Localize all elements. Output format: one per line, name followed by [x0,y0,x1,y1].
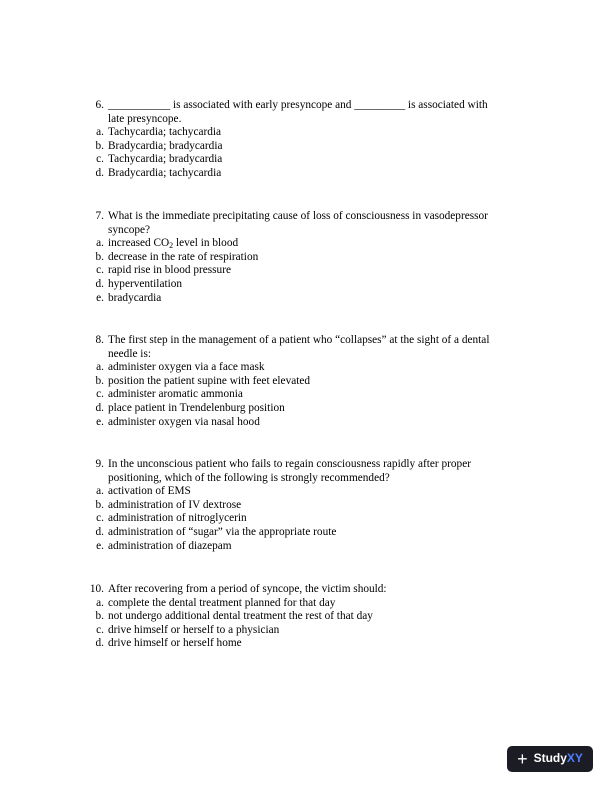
answer-option: d. drive himself or herself home [95,637,242,650]
question-7 [88,210,528,305]
question-stem-continued: syncope? [108,223,151,236]
question-6 [88,99,528,181]
question-number: 10. [89,583,104,595]
answer-option: a. activation of EMS [96,485,191,498]
answer-option: b. decrease in the rate of respiration [95,250,259,263]
question-number: 8. [95,334,104,346]
question-9 [88,458,528,553]
question-stem: ___________ is associated with early presyncope and _________ is associated with [108,99,488,111]
question-stem-continued: late presyncope. [108,112,182,125]
answer-option: e. administer oxygen via nasal hood [96,415,260,428]
answer-option: d. administration of “sugar” via the appropriate route [95,525,337,538]
answer-option: c. administration of nitroglycerin [96,512,247,525]
answer-option: b. not undergo additional dental treatment the rest of that day [95,610,373,623]
question-10 [88,583,528,651]
answer-option: b. Bradycardia; bradycardia [95,139,223,152]
answer-option: d. Bradycardia; tachycardia [95,166,222,179]
answer-option: a. complete the dental treatment planned for that day [96,596,336,609]
answer-option: b. position the patient supine with feet elevated [95,374,311,387]
question-number: 7. [95,210,104,222]
answer-option: a. increased $CO_2$ level in blood [96,237,239,251]
plus-icon: + [517,749,528,769]
answer-option: d. place patient in Trendelenburg position [95,401,285,414]
answer-option: c. rapid rise in blood pressure [96,264,231,277]
question-stem-continued: needle is: [108,347,151,360]
question-stem-continued: positioning, which of the following is strongly recommended? [108,471,390,484]
logo-text: StudyXY [533,751,583,766]
question-stem: After recovering from a period of syncope, the victim should: [108,583,387,595]
question-number: 9. [95,458,104,470]
answer-option: b. administration of IV dextrose [95,498,242,511]
question-8 [88,334,528,429]
answer-option: c. drive himself or herself to a physician [96,623,280,636]
answer-option: d. hyperventilation [95,277,183,290]
question-stem: What is the immediate precipitating cause of loss of consciousness in vasodepressor [108,210,488,222]
question-number: 6. [95,99,104,111]
studyxy-logo[interactable] [507,746,593,772]
answer-option: a. administer oxygen via a face mask [96,361,265,374]
answer-option: c. Tachycardia; bradycardia [96,153,223,166]
answer-option: e. administration of diazepam [96,539,232,552]
answer-option: e. bradycardia [96,291,162,304]
question-stem: In the unconscious patient who fails to regain consciousness rapidly after proper [108,458,471,470]
answer-option: a. Tachycardia; tachycardia [96,126,222,139]
answer-option: c. administer aromatic ammonia [96,388,243,401]
question-stem: The first step in the management of a patient who “collapses” at the sight of a dental [108,334,490,346]
